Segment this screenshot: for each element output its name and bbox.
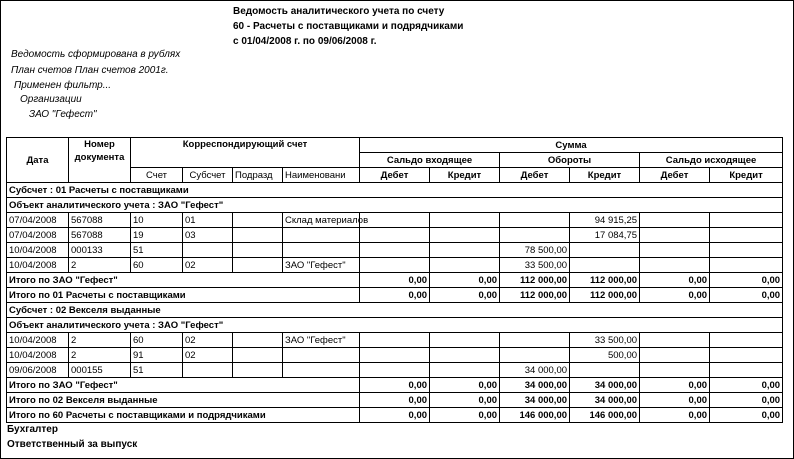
total-od: 0,00 — [360, 273, 430, 288]
total-cc: 0,00 — [710, 288, 783, 303]
total-cd: 0,00 — [640, 393, 710, 408]
grand-total-row — [7, 408, 783, 423]
total-cd: 0,00 — [640, 378, 710, 393]
cell-td — [500, 228, 570, 243]
subaccount-total-row — [7, 288, 783, 303]
total-oc: 0,00 — [430, 408, 500, 423]
total-tc: 146 000,00 — [570, 408, 640, 423]
cell-date: 10/04/2008 — [7, 258, 69, 273]
total-od: 0,00 — [360, 378, 430, 393]
total-tc: 112 000,00 — [570, 288, 640, 303]
cell-date: 07/04/2008 — [7, 228, 69, 243]
cell-subdivision — [233, 363, 283, 378]
cell-cc — [710, 213, 783, 228]
total-td: 146 000,00 — [500, 408, 570, 423]
cell-subaccount — [183, 363, 233, 378]
filter-note: Применен фильтр... — [14, 80, 112, 91]
cell-name — [283, 228, 360, 243]
cell-subaccount: 02 — [183, 258, 233, 273]
col-subdivision: Подразд — [233, 168, 283, 183]
cell-od — [360, 348, 430, 363]
cell-cd — [640, 348, 710, 363]
subaccount-heading-text: Субсчет : 01 Расчеты с поставщиками — [7, 183, 783, 198]
cell-subaccount: 02 — [183, 333, 233, 348]
cell-tc: 33 500,00 — [570, 333, 640, 348]
cell-doc-number: 567088 — [69, 228, 131, 243]
cell-doc-number: 000155 — [69, 363, 131, 378]
cell-od — [360, 258, 430, 273]
cell-doc-number: 2 — [69, 258, 131, 273]
cell-td — [500, 348, 570, 363]
cell-subdivision — [233, 228, 283, 243]
total-od: 0,00 — [360, 408, 430, 423]
cell-td: 33 500,00 — [500, 258, 570, 273]
cell-subdivision — [233, 258, 283, 273]
analytics-object-heading-text: Объект аналитического учета : ЗАО "Гефест" — [7, 318, 783, 333]
cell-td — [500, 333, 570, 348]
cell-subaccount: 02 — [183, 348, 233, 363]
table-row — [7, 228, 783, 243]
cell-oc — [430, 333, 500, 348]
cell-account: 51 — [131, 363, 183, 378]
cell-date: 10/04/2008 — [7, 333, 69, 348]
cell-tc: 500,00 — [570, 348, 640, 363]
currency-note: Ведомость сформирована в рублях — [11, 49, 181, 60]
organization-name: ЗАО "Гефест" — [29, 109, 97, 120]
total-od: 0,00 — [360, 288, 430, 303]
cell-date: 10/04/2008 — [7, 348, 69, 363]
cell-subdivision — [233, 243, 283, 258]
cell-name: ЗАО "Гефест" — [283, 258, 360, 273]
total-td: 34 000,00 — [500, 393, 570, 408]
chart-of-accounts-note: План счетов План счетов 2001г. — [11, 65, 169, 76]
cell-cc — [710, 258, 783, 273]
object-total-row — [7, 273, 783, 288]
subaccount-total-row — [7, 393, 783, 408]
cell-name — [283, 243, 360, 258]
cell-account: 60 — [131, 258, 183, 273]
total-oc: 0,00 — [430, 393, 500, 408]
total-td: 34 000,00 — [500, 378, 570, 393]
total-td: 112 000,00 — [500, 273, 570, 288]
cell-od — [360, 243, 430, 258]
cell-cc — [710, 243, 783, 258]
col-account: Счет — [131, 168, 183, 183]
col-turnover: Обороты — [500, 153, 640, 168]
table-row — [7, 348, 783, 363]
cell-subaccount — [183, 243, 233, 258]
total-oc: 0,00 — [430, 378, 500, 393]
ledger-table — [6, 137, 783, 423]
report-title-line3: с 01/04/2008 г. по 09/06/2008 г. — [233, 36, 377, 47]
cell-doc-number: 000133 — [69, 243, 131, 258]
total-label: Итого по 02 Векселя выданные — [7, 393, 360, 408]
subaccount-heading-text: Субсчет : 02 Векселя выданные — [7, 303, 783, 318]
total-cc: 0,00 — [710, 408, 783, 423]
cell-subdivision — [233, 348, 283, 363]
cell-name — [283, 348, 360, 363]
cell-doc-number: 2 — [69, 348, 131, 363]
cell-account: 51 — [131, 243, 183, 258]
total-oc: 0,00 — [430, 273, 500, 288]
analytics-object-heading — [7, 318, 783, 333]
total-label: Итого по ЗАО "Гефест" — [7, 378, 360, 393]
total-tc: 34 000,00 — [570, 378, 640, 393]
total-cc: 0,00 — [710, 393, 783, 408]
col-name: Наименовани — [283, 168, 360, 183]
cell-subdivision — [233, 213, 283, 228]
table-row — [7, 363, 783, 378]
cell-td — [500, 213, 570, 228]
total-cc: 0,00 — [710, 378, 783, 393]
accountant-label: Бухгалтер — [7, 424, 58, 435]
col-subaccount: Субсчет — [183, 168, 233, 183]
subaccount-heading — [7, 303, 783, 318]
col-sum: Сумма — [360, 138, 783, 153]
cell-tc: 94 915,25 — [570, 213, 640, 228]
cell-account: 19 — [131, 228, 183, 243]
cell-od — [360, 228, 430, 243]
cell-oc — [430, 243, 500, 258]
total-od: 0,00 — [360, 393, 430, 408]
cell-subaccount: 01 — [183, 213, 233, 228]
cell-date: 07/04/2008 — [7, 213, 69, 228]
cell-oc — [430, 258, 500, 273]
cell-tc — [570, 243, 640, 258]
cell-cd — [640, 333, 710, 348]
total-cd: 0,00 — [640, 273, 710, 288]
cell-subaccount: 03 — [183, 228, 233, 243]
cell-cc — [710, 348, 783, 363]
cell-account: 91 — [131, 348, 183, 363]
col-closing-balance: Сальдо исходящее — [640, 153, 783, 168]
col-opening-debit: Дебет — [360, 168, 430, 183]
cell-cd — [640, 213, 710, 228]
cell-doc-number: 567088 — [69, 213, 131, 228]
cell-oc — [430, 228, 500, 243]
col-date: Дата — [7, 138, 69, 183]
cell-date: 09/06/2008 — [7, 363, 69, 378]
cell-cc — [710, 333, 783, 348]
cell-cd — [640, 228, 710, 243]
cell-subdivision — [233, 333, 283, 348]
total-label: Итого по 60 Расчеты с поставщиками и подрядчиками — [7, 408, 360, 423]
col-opening-credit: Кредит — [430, 168, 500, 183]
cell-tc — [570, 258, 640, 273]
report-title-line1: Ведомость аналитического учета по счету — [233, 6, 445, 17]
cell-cc — [710, 363, 783, 378]
cell-oc — [430, 213, 500, 228]
cell-name: Склад материалов — [283, 213, 360, 228]
total-oc: 0,00 — [430, 288, 500, 303]
cell-oc — [430, 348, 500, 363]
cell-oc — [430, 363, 500, 378]
table-row — [7, 258, 783, 273]
col-turnover-debit: Дебет — [500, 168, 570, 183]
cell-cd — [640, 243, 710, 258]
cell-date: 10/04/2008 — [7, 243, 69, 258]
cell-doc-number: 2 — [69, 333, 131, 348]
cell-od — [360, 213, 430, 228]
col-opening-balance: Сальдо входящее — [360, 153, 500, 168]
cell-name — [283, 363, 360, 378]
col-closing-credit: Кредит — [710, 168, 783, 183]
analytics-object-heading-text: Объект аналитического учета : ЗАО "Гефест" — [7, 198, 783, 213]
subaccount-heading — [7, 183, 783, 198]
cell-od — [360, 333, 430, 348]
col-closing-debit: Дебет — [640, 168, 710, 183]
cell-tc: 17 084,75 — [570, 228, 640, 243]
cell-cc — [710, 228, 783, 243]
total-tc: 34 000,00 — [570, 393, 640, 408]
cell-cd — [640, 363, 710, 378]
analytics-object-heading — [7, 198, 783, 213]
cell-td: 78 500,00 — [500, 243, 570, 258]
organizations-label: Организации — [20, 94, 82, 105]
table-row — [7, 213, 783, 228]
report-title-line2: 60 - Расчеты с поставщиками и подрядчиками — [233, 21, 464, 32]
total-cd: 0,00 — [640, 408, 710, 423]
col-turnover-credit: Кредит — [570, 168, 640, 183]
header-row-1 — [7, 138, 783, 153]
total-label: Итого по 01 Расчеты с поставщиками — [7, 288, 360, 303]
cell-name: ЗАО "Гефест" — [283, 333, 360, 348]
table-row — [7, 243, 783, 258]
cell-od — [360, 363, 430, 378]
cell-account: 10 — [131, 213, 183, 228]
cell-tc — [570, 363, 640, 378]
total-tc: 112 000,00 — [570, 273, 640, 288]
total-td: 112 000,00 — [500, 288, 570, 303]
col-doc-number: Номер документа — [69, 138, 131, 183]
cell-cd — [640, 258, 710, 273]
cell-td: 34 000,00 — [500, 363, 570, 378]
total-cc: 0,00 — [710, 273, 783, 288]
total-cd: 0,00 — [640, 288, 710, 303]
object-total-row — [7, 378, 783, 393]
col-corr-account: Корреспондирующий счет — [131, 138, 360, 168]
total-label: Итого по ЗАО "Гефест" — [7, 273, 360, 288]
table-row — [7, 333, 783, 348]
responsible-label: Ответственный за выпуск — [7, 439, 138, 450]
cell-account: 60 — [131, 333, 183, 348]
